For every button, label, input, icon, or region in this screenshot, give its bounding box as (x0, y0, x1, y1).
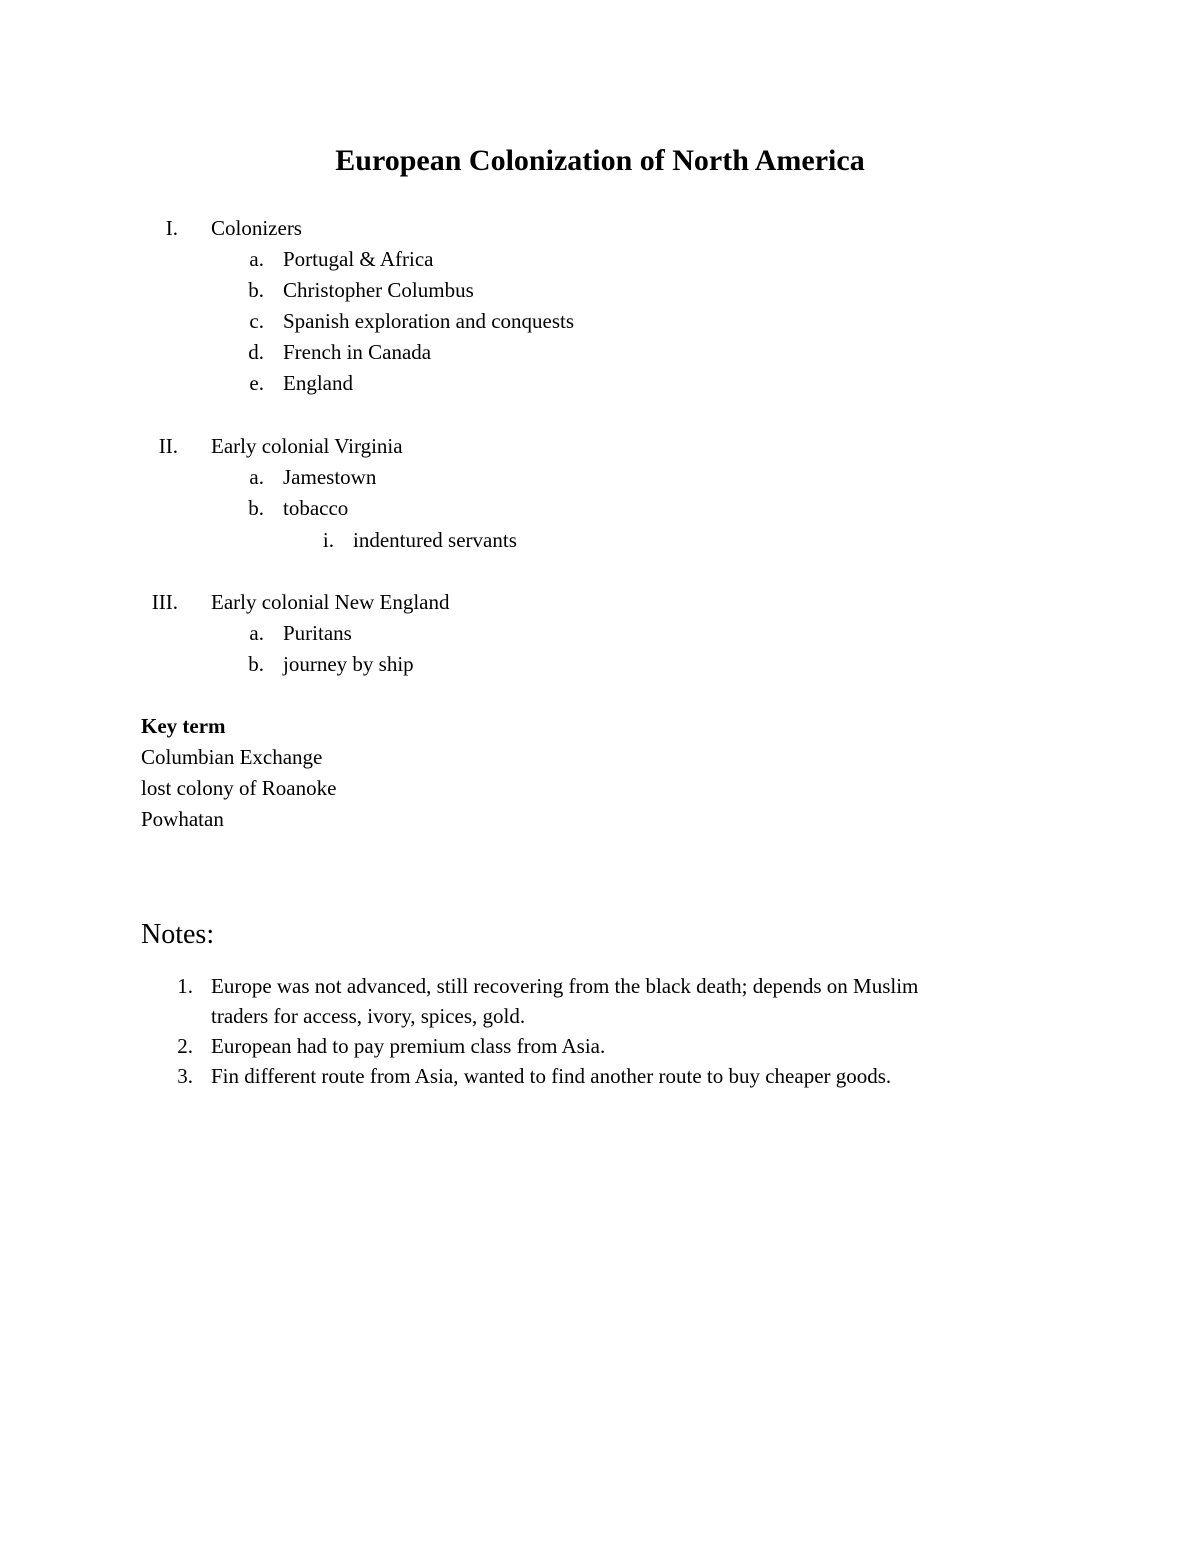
key-term-heading: Key term (141, 714, 226, 738)
item-text: Portugal & Africa (283, 247, 434, 271)
note-number: 3. (177, 1064, 193, 1088)
item-text: Christopher Columbus (283, 278, 474, 302)
item-letter: e. (249, 371, 264, 395)
note-number: 1. (177, 974, 193, 998)
item-letter: a. (249, 621, 264, 645)
item-letter: c. (249, 309, 264, 333)
item-letter: b. (248, 278, 264, 302)
item-letter: b. (248, 652, 264, 676)
key-term: Powhatan (141, 807, 224, 831)
item-letter: d. (248, 340, 264, 364)
note-text-continuation: traders for access, ivory, spices, gold. (211, 1004, 526, 1028)
note-number: 2. (177, 1034, 193, 1058)
section-numeral: II. (158, 434, 178, 458)
notes-heading: Notes: (141, 919, 215, 950)
section-heading: Early colonial Virginia (211, 434, 403, 458)
note-text: European had to pay premium class from Asia. (211, 1034, 606, 1058)
key-term: Columbian Exchange (141, 745, 323, 769)
item-text: Spanish exploration and conquests (283, 309, 575, 333)
page-title: European Colonization of North America (335, 144, 865, 177)
key-term: lost colony of Roanoke (141, 776, 337, 800)
note-text: Fin different route from Asia, wanted to find another route to buy cheaper goods. (211, 1064, 892, 1088)
item-text: French in Canada (283, 340, 432, 364)
item-text: Puritans (283, 621, 352, 645)
section-heading: Colonizers (211, 216, 302, 240)
subitem-numeral: i. (322, 528, 334, 552)
item-letter: b. (248, 496, 264, 520)
item-text: England (283, 371, 353, 395)
item-text: journey by ship (283, 652, 414, 676)
note-text: Europe was not advanced, still recovering from the black death; depends on Muslim (211, 974, 919, 998)
section-heading: Early colonial New England (211, 590, 450, 614)
section-numeral: III. (151, 590, 178, 614)
section-numeral: I. (165, 216, 178, 240)
item-letter: a. (249, 465, 264, 489)
item-text: Jamestown (283, 465, 377, 489)
subitem-text: indentured servants (353, 528, 517, 552)
item-letter: a. (249, 247, 264, 271)
item-text: tobacco (283, 496, 349, 520)
